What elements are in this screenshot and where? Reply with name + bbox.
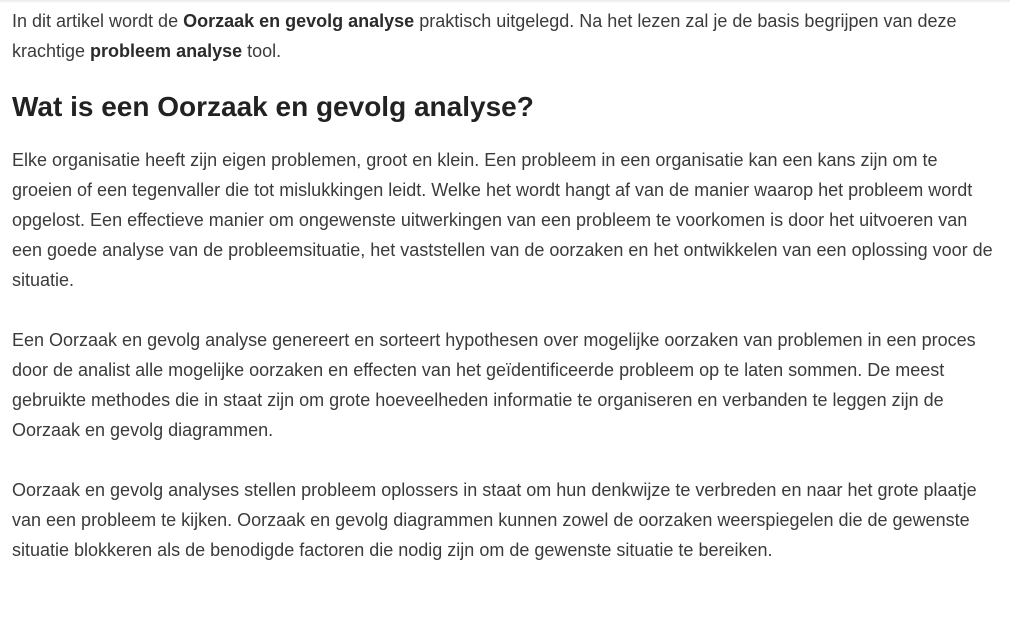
intro-text-3: tool. (242, 41, 282, 61)
body-paragraph-3: Oorzaak en gevolg analyses stellen probleem oplossers in staat om hun denkwijze te verbreden en naar het grote plaatje van een probleem te kijken. Oorzaak en gevolg diagrammen kunnen zowel de oorzaken weerspiegelen die de gewenste situatie blokkeren als de benodigde factoren die nodig zijn om de gewenste situatie te bereiken. (12, 480, 977, 560)
top-divider-shadow (0, 0, 1010, 3)
body-paragraph-2: Een Oorzaak en gevolg analyse genereert en sorteert hypothesen over mogelijke oorzaken van problemen in een proces door de analist alle mogelijke oorzaken en effecten van het geïdentificeerde probleem op te laten sommen. De meest gebruikte methodes die in staat zijn om grote hoeveelheden informatie te organiseren en verbanden te leggen zijn de Oorzaak en gevolg diagrammen. (12, 330, 976, 440)
intro-text-1: In dit artikel wordt de (12, 11, 184, 31)
intro-paragraph (12, 6, 994, 66)
intro-bold-term-2: probleem analyse (90, 41, 243, 61)
body-paragraph-1: Elke organisatie heeft zijn eigen problemen, groot en klein. Een probleem in een organisatie kan een kans zijn om te groeien of een tegenvaller die tot mislukkingen leidt. Welke het wordt hangt af van de manier waarop het probleem wordt opgelost. Een effectieve manier om ongewenste uitwerkingen van een probleem te voorkomen is door het uitvoeren van een goede analyse van de probleemsituatie, het vaststellen van de oorzaken en het ontwikkelen van een oplossing voor de situatie. (12, 150, 993, 290)
intro-bold-term-1: Oorzaak en gevolg analyse (183, 11, 415, 31)
intro-text-2: praktisch uitgelegd. Na het lezen zal je de basis begrijpen van deze krachtige (12, 11, 957, 61)
section-heading: Wat is een Oorzaak en gevolg analyse? (12, 91, 534, 122)
